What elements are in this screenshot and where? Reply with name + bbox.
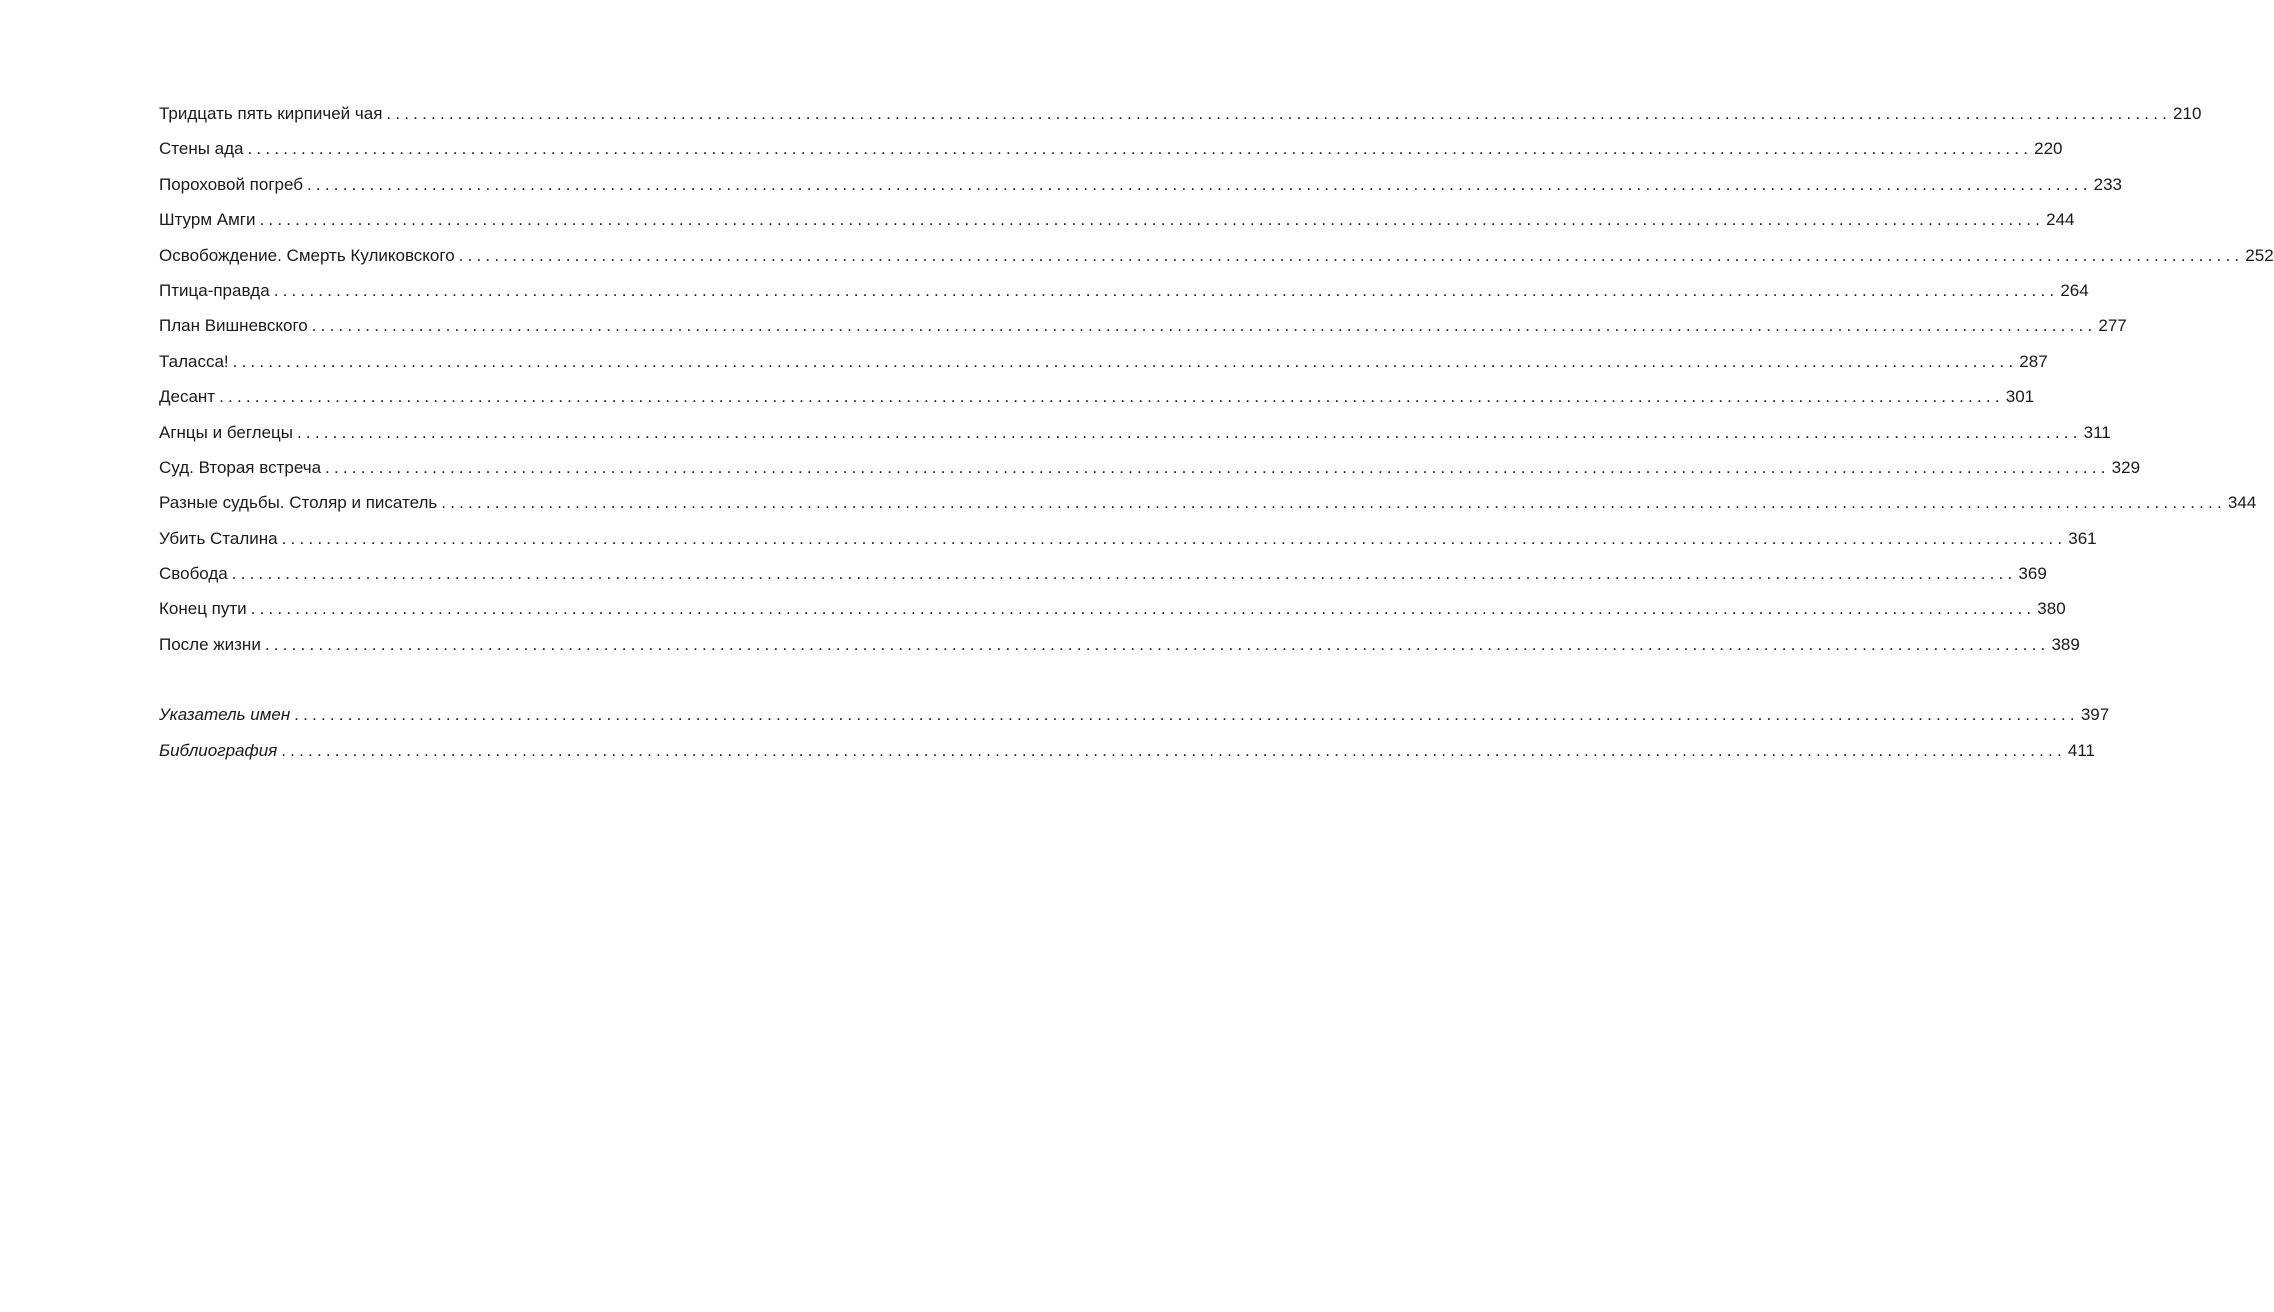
dot-leader: ........................................................................................................................................................................................................: [386, 104, 2172, 123]
section-spacer: [159, 662, 721, 697]
toc-entry[interactable]: [159, 202, 2075, 237]
toc-entry-title: Десант: [159, 387, 216, 407]
toc-entry-page: 389: [2051, 634, 2080, 654]
toc-entry[interactable]: [159, 96, 2202, 131]
toc-entry-page: 233: [2093, 174, 2123, 194]
toc-entry-page: 264: [2060, 280, 2089, 300]
toc-entry[interactable]: [159, 415, 2111, 450]
toc-entry-title: Свобода: [159, 564, 228, 584]
dot-leader: ........................................................................................................................................................................................................: [247, 139, 2033, 159]
toc-entry-page: 210: [2173, 104, 2202, 123]
toc-entry[interactable]: [159, 344, 2048, 379]
dot-leader: ........................................................................................................................................................................................................: [232, 351, 2018, 371]
toc-entry-page: 344: [2227, 493, 2257, 513]
dot-leader: ........................................................................................................................................................................................................: [294, 705, 2079, 725]
toc-entry-title: Указатель имен: [159, 705, 291, 725]
dot-leader: ........................................................................................................................................................................................................: [264, 634, 2050, 654]
toc-entry[interactable]: [159, 521, 2097, 556]
dot-leader: ........................................................................................................................................................................................................: [307, 174, 2092, 194]
dot-leader: ........................................................................................................................................................................................................: [281, 528, 2067, 548]
dot-leader: ........................................................................................................................................................................................................: [296, 422, 2082, 442]
toc-entry-page: 361: [2068, 528, 2097, 548]
dot-leader: ........................................................................................................................................................................................................: [259, 210, 2045, 230]
toc-entry[interactable]: [159, 131, 2063, 166]
toc-entry[interactable]: [159, 238, 2274, 273]
dot-leader: ........................................................................................................................................................................................................: [281, 740, 2066, 760]
toc-entry[interactable]: [159, 591, 2066, 626]
toc-entry-page: 397: [2080, 705, 2110, 725]
toc-entry[interactable]: [159, 379, 2035, 414]
toc-entry-title: Таласса!: [159, 351, 229, 371]
toc-entry-page: 252: [2245, 245, 2274, 265]
toc-entry-title: Суд. Вторая встреча: [159, 457, 322, 477]
dot-leader: ........................................................................................................................................................................................................: [250, 599, 2036, 619]
toc-entry[interactable]: [159, 627, 2080, 662]
appendix-list: [159, 697, 2110, 768]
toc-entry[interactable]: [159, 167, 2123, 202]
toc-entry-title: Стены ада: [159, 139, 244, 159]
toc-entry[interactable]: [159, 450, 2141, 485]
toc-entry[interactable]: [159, 485, 2257, 520]
dot-leader: ........................................................................................................................................................................................................: [273, 280, 2059, 300]
toc-entry-title: Разные судьбы. Столяр и писатель: [159, 493, 438, 513]
toc-entry-title: Пороховой погреб: [159, 174, 303, 194]
dot-leader: ........................................................................................................................................................................................................: [325, 457, 2110, 477]
toc-entry-title: Агнцы и беглецы: [159, 422, 293, 442]
toc-entry-title: После жизни: [159, 634, 261, 654]
dot-leader: ........................................................................................................................................................................................................: [458, 245, 2244, 265]
toc-entry-page: 220: [2034, 139, 2063, 159]
toc-entry[interactable]: [159, 556, 2047, 591]
dot-leader: ........................................................................................................................................................................................................: [219, 387, 2004, 407]
toc-entry[interactable]: [159, 308, 2127, 343]
toc-entry-page: 329: [2111, 457, 2141, 477]
chapter-list: [159, 96, 2274, 662]
dot-leader: ........................................................................................................................................................................................................: [441, 493, 2226, 513]
toc-entry-name-index[interactable]: [159, 697, 2110, 732]
table-of-contents: [159, 96, 2274, 768]
toc-entry[interactable]: [159, 273, 2089, 308]
toc-entry-title: Убить Сталина: [159, 528, 278, 548]
toc-entry-title: Штурм Амги: [159, 210, 256, 230]
toc-entry-page: 277: [2098, 316, 2127, 336]
toc-entry-page: 287: [2019, 351, 2048, 371]
toc-entry-page: 244: [2046, 210, 2075, 230]
toc-entry-title: Библиография: [159, 740, 278, 760]
dot-leader: ........................................................................................................................................................................................................: [311, 316, 2097, 336]
toc-entry-title: Тридцать пять кирпичей чая: [159, 104, 383, 123]
toc-entry-title: Птица-правда: [159, 280, 270, 300]
toc-entry-page: 380: [2037, 599, 2066, 619]
toc-entry-title: Конец пути: [159, 599, 247, 619]
toc-entry-page: 369: [2018, 564, 2047, 584]
toc-entry-page: 311: [2083, 422, 2111, 442]
toc-entry-title: Освобождение. Смерть Куликовского: [159, 245, 455, 265]
toc-entry-bibliography[interactable]: [159, 733, 2095, 768]
toc-entry-title: План Вишневского: [159, 316, 308, 336]
dot-leader: ........................................................................................................................................................................................................: [231, 564, 2017, 584]
toc-entry-page: 301: [2005, 387, 2035, 407]
toc-entry-page: 411: [2067, 740, 2095, 760]
